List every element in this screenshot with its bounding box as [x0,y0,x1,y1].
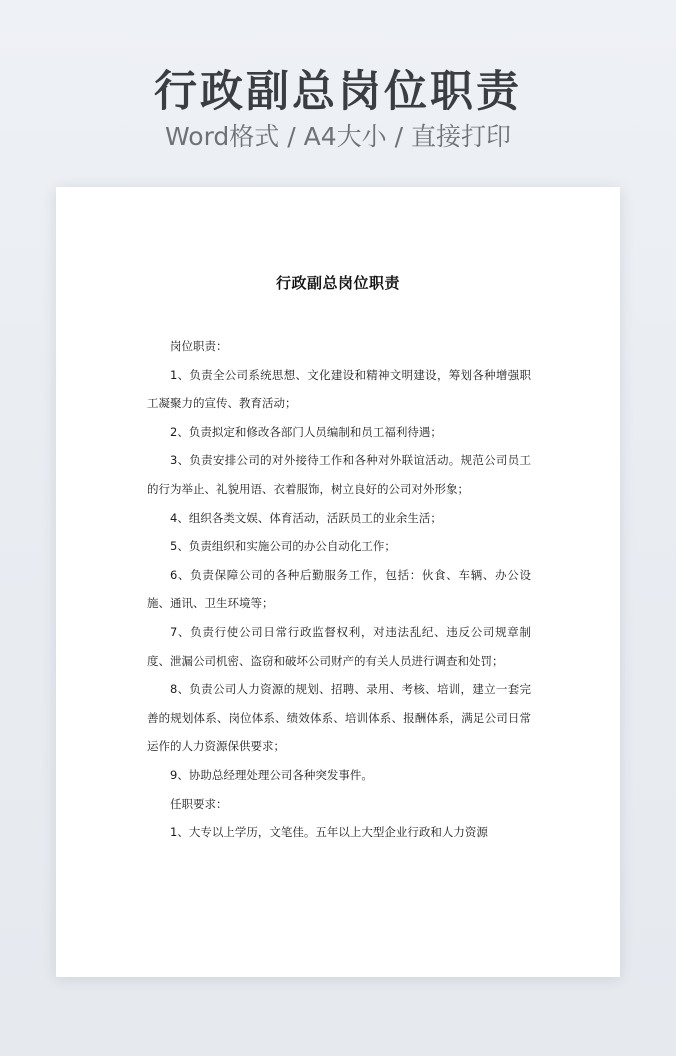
duty-item: 1、负责全公司系统思想、文化建设和精神文明建设，筹划各种增强职工凝聚力的宣传、教育活动； [147,367,531,411]
duty-item: 7、负责行使公司日常行政监督权利，对违法乱纪、违反公司规章制度、泄漏公司机密、盗窃和破坏公司财产的有关人员进行调查和处罚； [147,624,531,668]
duty-item: 3、负责安排公司的对外接待工作和各种对外联谊活动。规范公司员工的行为举止、礼貌用语、衣着服饰，树立良好的公司对外形象； [147,453,531,496]
duty-item: 2、负责拟定和修改各部门人员编制和员工福利待遇； [170,424,442,439]
duty-item: 5、负责组织和实施公司的办公自动化工作； [170,539,396,554]
duty-item: 4、组织各类文娱、体育活动，活跃员工的业余生活； [170,510,442,525]
section-heading-responsibilities: 岗位职责： [170,339,228,353]
document-page [56,187,620,977]
duty-item: 9、协助总经理处理公司各种突发事件。 [170,767,373,782]
banner-subtitle: Word格式 / A4大小 / 直接打印 [165,122,511,151]
banner-title: 行政副总岗位职责 [154,67,522,117]
document-title: 行政副总岗位职责 [275,274,400,292]
requirement-item: 1、大专以上学历，文笔佳。五年以上大型企业行政和人力资源 [170,825,488,840]
document-body [147,332,531,892]
duty-item: 8、负责公司人力资源的规划、招聘、录用、考核、培训，建立一套完善的规划体系、岗位体系、绩效体系、培训体系、报酬体系，满足公司日常运作的人力资源保供要求； [147,682,531,754]
duty-item: 6、负责保障公司的各种后勤服务工作，包括：伙食、车辆、办公设施、通讯、卫生环境等； [147,567,531,611]
section-heading-requirements: 任职要求： [170,796,228,811]
